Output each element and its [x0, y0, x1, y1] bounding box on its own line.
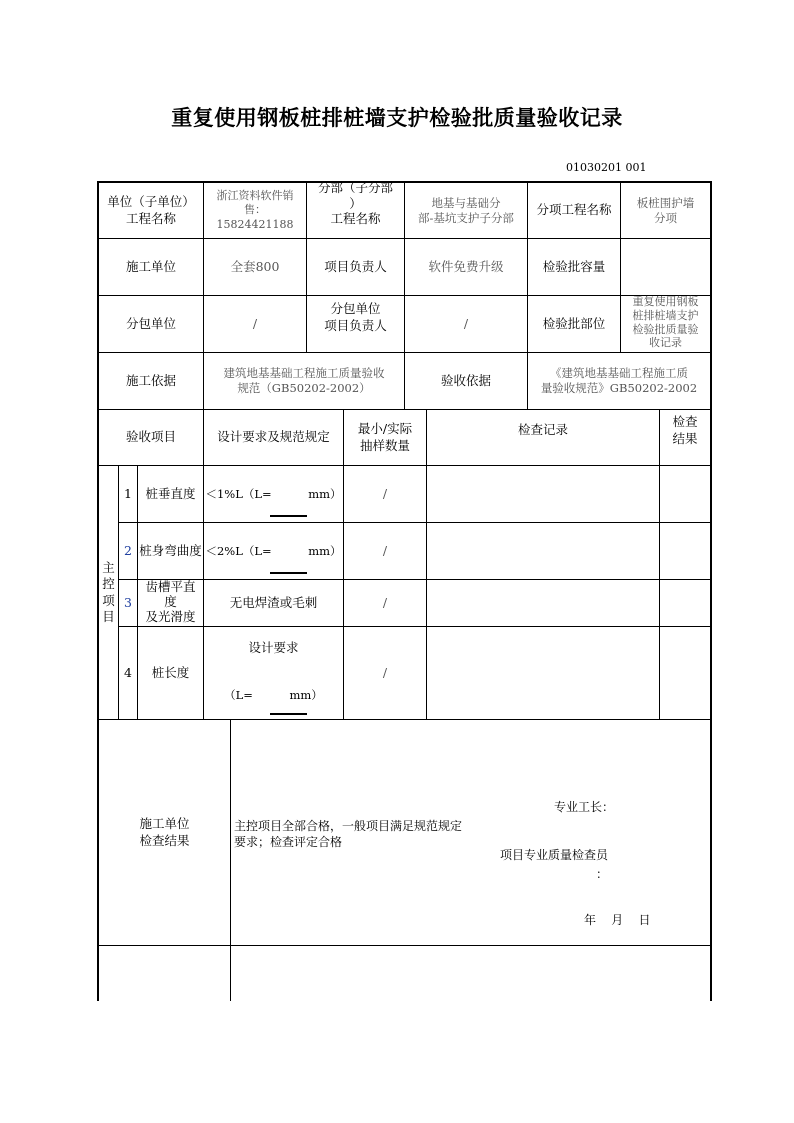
- sub-pm-label: 分包单位 项目负责人: [324, 301, 387, 333]
- main-control-label: 主 控 项 目: [102, 560, 115, 624]
- row-3-number: 3: [124, 594, 132, 610]
- row-2-record[interactable]: [427, 523, 659, 579]
- acceptance-basis-value[interactable]: 《建筑地基基础工程施工质 量验收规范》GB50202-2002: [540, 366, 698, 395]
- batch-capacity-value[interactable]: [621, 239, 710, 295]
- project-manager-value[interactable]: 软件免费升级: [428, 258, 504, 274]
- batch-location-label: 检验批部位: [542, 315, 606, 331]
- subcontractor-value[interactable]: /: [252, 315, 258, 331]
- inspection-label: 施工单位 检查结果: [139, 815, 190, 848]
- row-2-sample[interactable]: /: [382, 542, 388, 558]
- page-title: 重复使用钢板桩排桩墙支护检验批质量验收记录: [171, 105, 623, 130]
- inspection-conclusion[interactable]: 主控项目全部合格，一般项目满足规范规定 要求；检查评定合格: [234, 819, 463, 850]
- row-4-number: 4: [124, 664, 132, 680]
- row-4-requirement-top: 设计要求: [248, 639, 299, 655]
- project-manager-label: 项目负责人: [324, 258, 387, 274]
- column-design: 设计要求及规范规定: [217, 429, 330, 445]
- unit-label: 单位（子单位） 工程名称: [107, 193, 195, 226]
- row-1-length-underline: [270, 515, 307, 517]
- construction-basis-value[interactable]: 建筑地基基础工程施工质量验收 规范（GB50202-2002）: [223, 366, 385, 395]
- column-min-sample: 最小/实际 抽样数量: [357, 420, 413, 453]
- contractor-value[interactable]: 全套800: [230, 258, 280, 274]
- row-1-requirement[interactable]: ＜1%L（L= mm）: [205, 486, 342, 501]
- row-1-record[interactable]: [427, 466, 659, 522]
- quality-inspector-label: 项目专业质量检查员 ：: [500, 848, 609, 881]
- division-value[interactable]: 地基与基础分 部-基坑支护子分部: [418, 195, 514, 225]
- supervision-result[interactable]: [231, 946, 710, 1001]
- row-4-result[interactable]: [660, 627, 710, 719]
- subcontractor-label: 分包单位: [125, 315, 176, 331]
- row-4-name: 桩长度: [151, 664, 190, 680]
- subitem-label: 分项工程名称: [536, 202, 612, 218]
- division-label: 分部（子分部 ） 工程名称: [317, 180, 393, 227]
- row-4-record[interactable]: [427, 627, 659, 719]
- contractor-label: 施工单位: [125, 258, 176, 274]
- row-1-sample[interactable]: /: [382, 485, 388, 501]
- row-2-result[interactable]: [660, 523, 710, 579]
- row-4-length-underline: [270, 713, 307, 715]
- border-right: [710, 181, 712, 1001]
- row-4-requirement-bottom[interactable]: （L= mm）: [224, 687, 323, 702]
- foreman-signature-label: 专业工长：: [554, 800, 615, 814]
- construction-basis-label: 施工依据: [125, 372, 176, 388]
- row-2-name: 桩身弯曲度: [139, 542, 202, 558]
- row-3-record[interactable]: [427, 580, 659, 626]
- row-3-result[interactable]: [660, 580, 710, 626]
- row-1-name: 桩垂直度: [145, 485, 196, 501]
- row-3-requirement[interactable]: 无电焊渣或毛刺: [229, 594, 318, 610]
- row-3-sample[interactable]: /: [382, 594, 388, 610]
- subitem-value[interactable]: 板桩围护墙 分项: [636, 195, 695, 225]
- row-4-sample[interactable]: /: [382, 664, 388, 680]
- batch-location-value[interactable]: 重复使用钢板 桩排桩墙支护 检验批质量验 收记录: [632, 295, 699, 350]
- row-1-number: 1: [124, 485, 132, 501]
- acceptance-basis-label: 验收依据: [440, 372, 491, 388]
- sub-pm-value[interactable]: /: [463, 315, 469, 331]
- column-record: 检查记录: [517, 421, 568, 437]
- row-3-name: 齿槽平直 度 及光滑度: [145, 579, 196, 624]
- row-2-number: 2: [124, 542, 132, 558]
- batch-capacity-label: 检验批容量: [542, 258, 606, 274]
- row-2-requirement[interactable]: ＜2%L（L= mm）: [205, 543, 342, 558]
- column-item: 验收项目: [125, 429, 176, 445]
- inspection-date[interactable]: 年 月 日: [584, 913, 651, 927]
- supervision-label: [99, 946, 230, 1001]
- document-code: 01030201 001: [566, 161, 647, 174]
- row-1-result[interactable]: [660, 466, 710, 522]
- column-result: 检查 结果: [672, 414, 698, 446]
- unit-value[interactable]: 浙江资料软件销 售： 15824421188: [216, 189, 294, 231]
- row-2-length-underline: [270, 572, 307, 574]
